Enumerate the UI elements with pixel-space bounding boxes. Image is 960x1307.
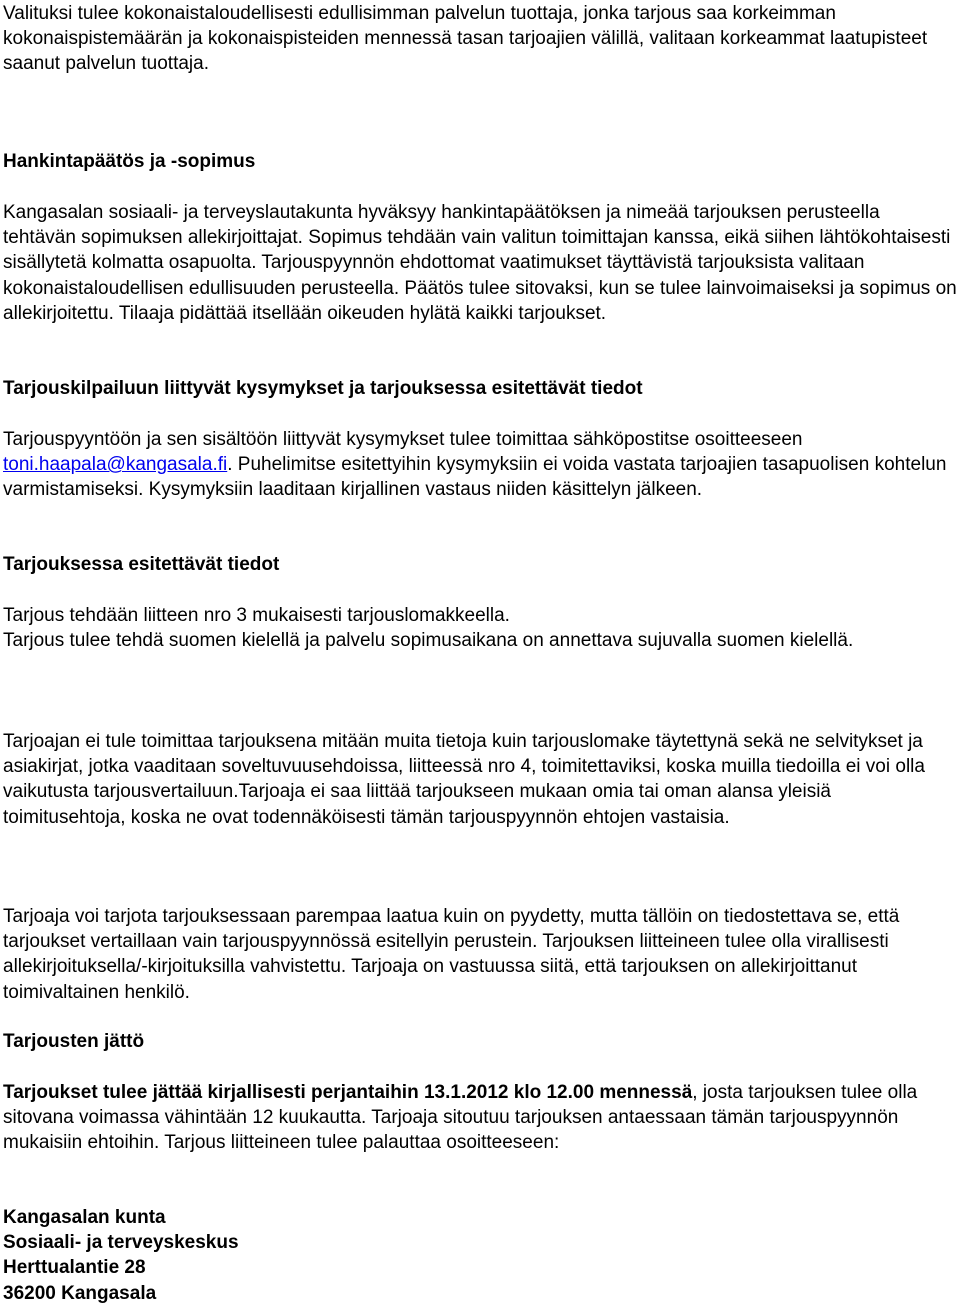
- address-line-4: 36200 Kangasala: [3, 1282, 157, 1304]
- questions-text-before: Tarjouspyyntöön ja sen sisältöön liittyvät kysymykset tulee toimittaa sähköpostitse osoitteeseen: [3, 429, 803, 450]
- decision-paragraph: Kangasalan sosiaali- ja terveyslautakunta hyväksyy hankintapäätöksen ja nimeää tarjouksen perusteella tehtävän sopimuksen allekirjoittajat. Sopimus tehdään vain valitun toimittajan kanssa, eikä siihen lähtökohtaisesti sisällytetä kolmatta osapuolta. Tarjouspyynnön ehdottomat vaatimukset täyttävistä tarjouksista valitaan kokonaistaloudellisen edullisuuden perusteella. Päätös tulee sitovaksi, kun se tulee lainvoimaiseksi ja sopimus on allekirjoitettu. Tilaaja pidättää itsellään oikeuden hylätä kaikki tarjoukset.: [3, 202, 957, 324]
- address-line-3: Herttualantie 28: [3, 1257, 146, 1279]
- questions-heading: Tarjouskilpailuun liittyvät kysymykset ja tarjouksessa esitettävät tiedot: [3, 378, 643, 399]
- offer-info-line1: Tarjous tehdään liitteen nro 3 mukaisesti tarjouslomakkeella.: [3, 605, 510, 626]
- forms-paragraph: Tarjoajan ei tule toimittaa tarjouksena mitään muita tietoja kuin tarjouslomake täytettynä sekä ne selvitykset ja asiakirjat, jotka vaaditaan soveltuvuusehdoissa, liitteessä nro 4, toimitettaviksi, koska muilla tiedoilla ei voi olla vaikutusta tarjousvertailuun.Tarjoaja ei saa liittää tarjoukseen mukaan omia tai oman alansa yleisiä toimitusehtoja, koska ne ovat todennäköisesti tämän tarjouspyynnön ehtojen vastaisia.: [3, 731, 925, 828]
- submission-deadline: Tarjoukset tulee jättää kirjallisesti perjantaihin 13.1.2012 klo 12.00 mennessä: [3, 1082, 693, 1103]
- address-block: [3, 1205, 239, 1306]
- questions-text-after: . Puhelimitse esitettyihin kysymyksiin ei voida vastata tarjoajien tasapuolisen kohtelun varmistamiseksi. Kysymyksiin laaditaan kirjallinen vastaus niiden käsittelyn jälkeen.: [3, 454, 947, 501]
- email-link[interactable]: toni.haapala@kangasala.fi: [3, 454, 228, 476]
- submission-heading: Tarjousten jättö: [3, 1031, 145, 1052]
- offer-info-heading: Tarjouksessa esitettävät tiedot: [3, 554, 280, 575]
- questions-paragraph: [3, 427, 957, 503]
- address-line-2: Sosiaali- ja terveyskeskus: [3, 1232, 239, 1254]
- intro-paragraph: Valituksi tulee kokonaistaloudellisesti edullisimman palvelun tuottaja, jonka tarjous saa korkeimman kokonaispistemäärän ja kokonaispisteiden mennessä tasan tarjoajien välillä, valitaan korkeammat laatupisteet saanut palvelun tuottaja.: [3, 3, 928, 75]
- submission-paragraph: [3, 1080, 957, 1156]
- offer-info-line2: Tarjous tulee tehdä suomen kielellä ja palvelu sopimusaikana on annettava sujuvalla suomen kielellä.: [3, 630, 854, 651]
- quality-paragraph: Tarjoaja voi tarjota tarjouksessaan parempaa laatua kuin on pyydetty, mutta tällöin on tiedostettava se, että tarjoukset vertaillaan vain tarjouspyynnössä esitellyin perustein. Tarjouksen liitteineen tulee olla virallisesti allekirjoituksella/-kirjoituksilla vahvistettu. Tarjoaja on vastuussa siitä, että tarjouksen on allekirjoittanut toimivaltainen henkilö.: [3, 906, 900, 1003]
- address-line-1: Kangasalan kunta: [3, 1207, 166, 1228]
- submission-rest: , josta tarjouksen tulee olla sitovana voimassa vähintään 12 kuukautta. Tarjoaja sitoutuu tarjouksen antaessaan tämän tarjouspyynnön mukaisiin ehtoihin. Tarjous liitteineen tulee palauttaa osoitteeseen:: [3, 1082, 918, 1154]
- decision-heading: Hankintapäätös ja -sopimus: [3, 151, 256, 172]
